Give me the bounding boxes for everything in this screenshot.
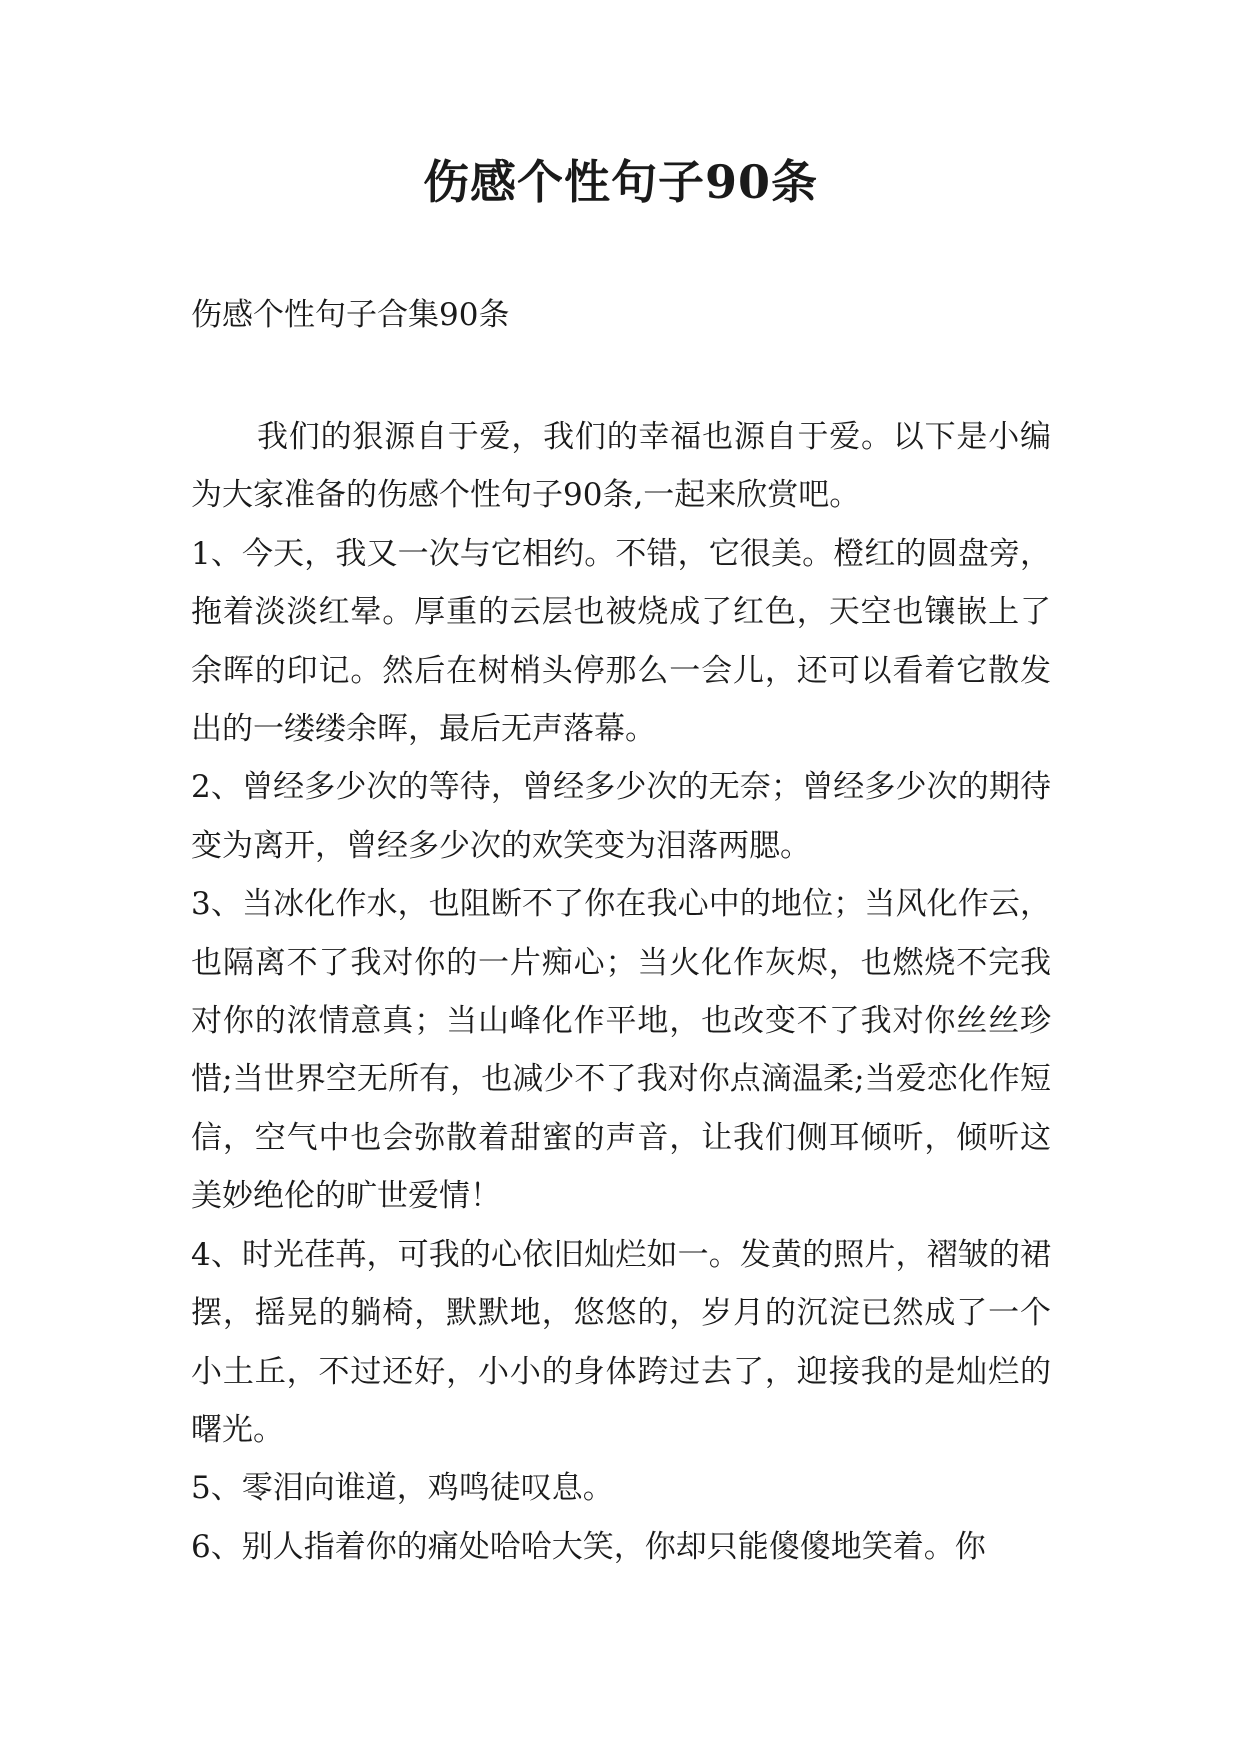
quote-item-5: 5、零泪向谁道，鸡鸣徒叹息。 [191, 1470, 614, 1507]
document-subtitle: 伤感个性句子合集90条 [191, 297, 510, 333]
intro-paragraph: 我们的狠源自于爱，我们的幸福也源自于爱。以下是小编为大家准备的伤感个性句子90条,一起来欣赏吧。 [191, 419, 1051, 514]
quote-item-2: 2、曾经多少次的等待，曾经多少次的无奈；曾经多少次的期待变为离开，曾经多少次的欢笑变为泪落两腮。 [191, 769, 1051, 864]
quote-item-4: 4、时光荏苒，可我的心依旧灿烂如一。发黄的照片，褶皱的裙摆，摇晃的躺椅，默默地，悠悠的，岁月的沉淀已然成了一个小土丘，不过还好，小小的身体跨过去了，迎接我的是灿烂的曙光。 [191, 1236, 1051, 1448]
quote-item-1: 1、今天，我又一次与它相约。不错，它很美。橙红的圆盘旁，拖着淡淡红晕。厚重的云层也被烧成了红色，天空也镶嵌上了余晖的印记。然后在树梢头停那么一会儿，还可以看着它散发出的一缕缕余晖，最后无声落幕。 [191, 535, 1051, 748]
quote-item-6: 6、别人指着你的痛处哈哈大笑，你却只能傻傻地笑着。你 [191, 1528, 986, 1565]
document-title: 伤感个性句子90条 [422, 155, 818, 209]
quote-item-3: 3、当冰化作水，也阻断不了你在我心中的地位；当风化作云，也隔离不了我对你的一片痴心；当火化作灰烬，也燃烧不完我对你的浓情意真；当山峰化作平地，也改变不了我对你丝丝珍惜;当世界空无所有，也减少不了我对你点滴温柔;当爱恋化作短信，空气中也会弥散着甜蜜的声音，让我们侧耳倾听，倾听这美妙绝伦的旷世爱情！ [191, 886, 1051, 1215]
document-body [191, 408, 1051, 1576]
